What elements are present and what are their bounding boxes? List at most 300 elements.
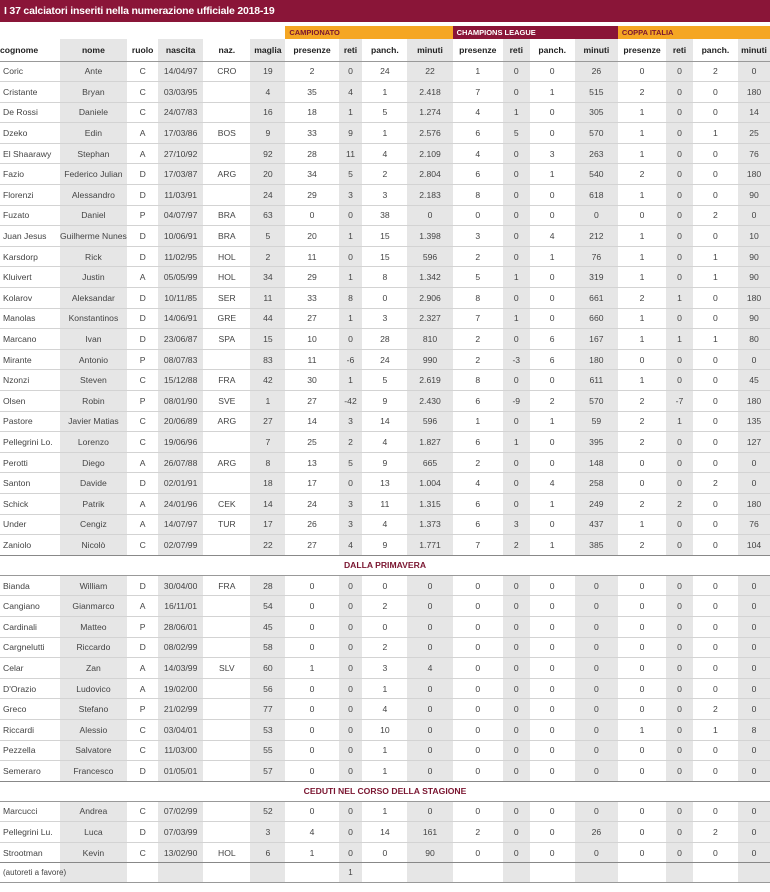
table-cell: A (127, 267, 158, 288)
table-cell: 1 (503, 432, 530, 453)
table-cell: 0 (453, 761, 503, 782)
table-cell: 2 (362, 637, 407, 658)
table-cell: A (127, 143, 158, 164)
table-cell: 0 (575, 205, 618, 226)
table-cell: 17/03/86 (158, 123, 203, 144)
table-row (0, 267, 770, 288)
table-cell: 0 (575, 575, 618, 596)
table-cell: 0 (339, 699, 363, 720)
table-cell: 0 (618, 452, 666, 473)
table-cell: Under (0, 514, 60, 535)
table-cell: 1 (339, 308, 363, 329)
table-cell: 0 (666, 822, 693, 843)
table-cell: Justin (60, 267, 128, 288)
table-cell: 1.398 (407, 226, 452, 247)
table-cell: 22 (407, 61, 452, 82)
table-cell (203, 82, 250, 103)
table-cell: 0 (693, 575, 738, 596)
table-cell: 0 (666, 596, 693, 617)
table-cell: 30/04/00 (158, 575, 203, 596)
table-cell: 27 (285, 308, 338, 329)
table-cell: 0 (530, 514, 575, 535)
table-cell: 4 (285, 822, 338, 843)
table-cell: 0 (339, 205, 363, 226)
table-cell: 0 (693, 308, 738, 329)
table-cell: 0 (618, 678, 666, 699)
table-cell: 8 (453, 370, 503, 391)
table-cell: SER (203, 288, 250, 309)
table-cell: 0 (362, 842, 407, 863)
table-cell: 1 (339, 226, 363, 247)
table-cell: 1.373 (407, 514, 452, 535)
table-row (0, 678, 770, 699)
table-cell: Gianmarco (60, 596, 128, 617)
table-cell: Fazio (0, 164, 60, 185)
table-cell: 0 (530, 205, 575, 226)
table-cell: 0 (693, 432, 738, 453)
table-cell: 0 (693, 637, 738, 658)
table-cell: 14/07/97 (158, 514, 203, 535)
table-cell: 13 (285, 452, 338, 473)
table-cell: Alessandro (60, 185, 128, 206)
table-cell: 0 (666, 514, 693, 535)
table-cell: 63 (250, 205, 285, 226)
table-cell: 0 (407, 761, 452, 782)
table-cell: Ludovico (60, 678, 128, 699)
table-row (0, 801, 770, 822)
table-cell: 14/06/91 (158, 308, 203, 329)
table-cell: A (127, 658, 158, 679)
table-row (0, 740, 770, 761)
table-cell: 0 (666, 842, 693, 863)
table-cell: 18 (285, 102, 338, 123)
section-header (0, 555, 770, 575)
table-cell: 29 (285, 185, 338, 206)
table-cell: 0 (738, 678, 770, 699)
table-cell: 26 (285, 514, 338, 535)
table-cell: 2 (618, 288, 666, 309)
table-row (0, 596, 770, 617)
table-cell: 90 (407, 842, 452, 863)
table-cell: SVE (203, 391, 250, 412)
table-cell: 2 (250, 246, 285, 267)
table-cell: Schick (0, 493, 60, 514)
table-cell: 0 (666, 740, 693, 761)
table-cell: 0 (693, 535, 738, 556)
table-cell: Kolarov (0, 288, 60, 309)
footnote-cell (618, 863, 666, 883)
table-cell: 0 (530, 699, 575, 720)
table-cell: 2 (618, 411, 666, 432)
table-row (0, 82, 770, 103)
table-cell: 0 (530, 801, 575, 822)
table-cell: 0 (575, 658, 618, 679)
table-cell: 1 (618, 226, 666, 247)
table-cell: 59 (575, 411, 618, 432)
table-cell: 7 (453, 308, 503, 329)
table-cell: 4 (407, 658, 452, 679)
table-cell: 9 (362, 452, 407, 473)
table-cell: 3 (362, 185, 407, 206)
column-header: minuti (407, 39, 452, 61)
table-cell: 0 (503, 61, 530, 82)
table-cell: D (127, 246, 158, 267)
table-cell: 5 (503, 123, 530, 144)
table-cell: 53 (250, 719, 285, 740)
table-cell: 6 (250, 842, 285, 863)
table-cell: 11 (362, 493, 407, 514)
table-cell: 0 (693, 678, 738, 699)
table-cell: 2 (693, 699, 738, 720)
table-cell: 0 (738, 842, 770, 863)
table-cell: A (127, 596, 158, 617)
table-cell: SPA (203, 329, 250, 350)
table-cell: 0 (339, 596, 363, 617)
footnote-cell (362, 863, 407, 883)
table-cell: 6 (453, 123, 503, 144)
table-cell: 0 (503, 164, 530, 185)
table-cell: 5 (250, 226, 285, 247)
table-cell: 45 (250, 616, 285, 637)
table-cell: 13/02/90 (158, 842, 203, 863)
table-cell: 0 (339, 678, 363, 699)
table-cell: FRA (203, 370, 250, 391)
table-cell: 3 (362, 658, 407, 679)
section-title: DALLA PRIMAVERA (0, 555, 770, 575)
table-cell: 05/05/99 (158, 267, 203, 288)
table-cell: 1 (618, 102, 666, 123)
table-cell: 3 (339, 411, 363, 432)
table-cell: 07/02/99 (158, 801, 203, 822)
table-cell: 0 (575, 699, 618, 720)
footnote-cell (250, 863, 285, 883)
table-cell: Fuzato (0, 205, 60, 226)
table-cell: -9 (503, 391, 530, 412)
table-cell: 3 (339, 185, 363, 206)
table-cell: 0 (666, 308, 693, 329)
table-cell: 0 (339, 329, 363, 350)
table-cell: Marcucci (0, 801, 60, 822)
table-cell: 0 (738, 596, 770, 617)
column-header: naz. (203, 39, 250, 61)
table-cell: Andrea (60, 801, 128, 822)
table-cell: A (127, 493, 158, 514)
table-cell: 28 (362, 329, 407, 350)
table-cell: 0 (738, 699, 770, 720)
table-cell: 0 (693, 493, 738, 514)
table-cell: 0 (285, 678, 338, 699)
table-cell: 1 (339, 102, 363, 123)
table-row (0, 102, 770, 123)
table-cell: 0 (503, 740, 530, 761)
table-cell: 14 (738, 102, 770, 123)
table-cell: 0 (339, 61, 363, 82)
table-cell: C (127, 842, 158, 863)
table-cell (203, 678, 250, 699)
table-cell: 1 (530, 535, 575, 556)
table-cell: 3 (453, 226, 503, 247)
table-cell: 0 (618, 699, 666, 720)
table-cell: 2.619 (407, 370, 452, 391)
table-cell: 60 (250, 658, 285, 679)
competition-coppa-italia: COPPA ITALIA (618, 26, 770, 39)
footnote-cell (693, 863, 738, 883)
table-cell: 0 (693, 596, 738, 617)
table-cell: 148 (575, 452, 618, 473)
table-cell: 0 (407, 616, 452, 637)
table-cell: C (127, 102, 158, 123)
table-cell: 0 (530, 61, 575, 82)
table-cell: 0 (407, 205, 452, 226)
table-cell: 385 (575, 535, 618, 556)
footnote-cell (575, 863, 618, 883)
table-cell: D (127, 226, 158, 247)
table-cell: 0 (530, 761, 575, 782)
table-cell: 0 (503, 575, 530, 596)
table-cell: 11 (285, 349, 338, 370)
table-cell: 0 (530, 267, 575, 288)
table-cell: Kevin (60, 842, 128, 863)
table-cell: 0 (503, 452, 530, 473)
table-cell: 2 (618, 493, 666, 514)
table-cell: 24/07/83 (158, 102, 203, 123)
table-cell: 9 (339, 123, 363, 144)
table-cell: 1 (666, 329, 693, 350)
table-cell: 0 (285, 637, 338, 658)
table-cell: 1 (250, 391, 285, 412)
table-cell: 0 (738, 61, 770, 82)
table-cell: 0 (618, 658, 666, 679)
table-cell: 26/07/88 (158, 452, 203, 473)
table-cell: 54 (250, 596, 285, 617)
table-cell: 0 (738, 801, 770, 822)
table-cell: 0 (339, 473, 363, 494)
table-cell: 56 (250, 678, 285, 699)
table-cell: 1 (503, 267, 530, 288)
table-cell: 0 (575, 616, 618, 637)
table-cell: 1 (693, 719, 738, 740)
table-cell: ARG (203, 452, 250, 473)
column-header: ruolo (127, 39, 158, 61)
table-cell: 0 (693, 288, 738, 309)
table-cell: 4 (453, 143, 503, 164)
table-cell: Nzonzi (0, 370, 60, 391)
table-cell: 11/02/95 (158, 246, 203, 267)
table-cell: 11 (250, 288, 285, 309)
table-row (0, 308, 770, 329)
table-cell: 0 (285, 575, 338, 596)
table-cell: 2.109 (407, 143, 452, 164)
table-cell: 0 (575, 761, 618, 782)
table-cell: 0 (285, 205, 338, 226)
table-cell: 30 (285, 370, 338, 391)
table-cell: 0 (339, 575, 363, 596)
table-cell: 76 (738, 514, 770, 535)
table-cell: Patrik (60, 493, 128, 514)
table-cell: 1.827 (407, 432, 452, 453)
table-cell: C (127, 82, 158, 103)
table-cell: 0 (618, 616, 666, 637)
table-cell: 2.418 (407, 82, 452, 103)
table-cell: 180 (738, 288, 770, 309)
table-cell: 180 (738, 82, 770, 103)
table-cell: 4 (362, 432, 407, 453)
table-cell: 7 (453, 82, 503, 103)
table-cell: 25 (285, 432, 338, 453)
table-cell: 0 (503, 801, 530, 822)
table-cell: HOL (203, 267, 250, 288)
table-cell: 0 (503, 822, 530, 843)
table-row (0, 411, 770, 432)
table-cell: 249 (575, 493, 618, 514)
table-cell: 77 (250, 699, 285, 720)
table-cell: 0 (530, 596, 575, 617)
column-header: reti (339, 39, 363, 61)
table-cell: 0 (285, 699, 338, 720)
table-cell: 4 (339, 82, 363, 103)
table-cell: 14/04/97 (158, 61, 203, 82)
table-cell: Pezzella (0, 740, 60, 761)
table-cell: 0 (453, 596, 503, 617)
table-cell: 0 (503, 246, 530, 267)
table-cell: 1 (339, 267, 363, 288)
table-cell: 19/02/00 (158, 678, 203, 699)
table-row (0, 637, 770, 658)
table-cell: Matteo (60, 616, 128, 637)
table-cell (203, 596, 250, 617)
table-cell: A (127, 514, 158, 535)
table-cell: 135 (738, 411, 770, 432)
table-cell: Cengiz (60, 514, 128, 535)
table-cell: 28 (250, 575, 285, 596)
footnote-row (0, 863, 770, 883)
table-cell: Olsen (0, 391, 60, 412)
table-cell: 9 (362, 391, 407, 412)
table-cell: 0 (503, 185, 530, 206)
table-cell: 661 (575, 288, 618, 309)
table-cell: Strootman (0, 842, 60, 863)
table-cell: P (127, 391, 158, 412)
table-cell: 0 (575, 801, 618, 822)
table-cell: 0 (738, 349, 770, 370)
column-header: cognome (0, 39, 60, 61)
table-cell: William (60, 575, 128, 596)
table-cell: 0 (339, 658, 363, 679)
table-cell: 20 (250, 164, 285, 185)
table-cell: CEK (203, 493, 250, 514)
table-cell: 26 (575, 61, 618, 82)
footnote-cell (127, 863, 158, 883)
column-header: minuti (738, 39, 770, 61)
table-cell: 0 (503, 699, 530, 720)
table-cell: 0 (618, 801, 666, 822)
table-cell: 1 (693, 123, 738, 144)
table-cell: 395 (575, 432, 618, 453)
table-cell: D (127, 185, 158, 206)
table-cell: Javier Matias (60, 411, 128, 432)
table-cell: 55 (250, 740, 285, 761)
table-cell: 33 (285, 123, 338, 144)
table-cell: 0 (407, 575, 452, 596)
table-cell: 0 (285, 596, 338, 617)
column-header: panch. (693, 39, 738, 61)
table-cell: 0 (503, 205, 530, 226)
table-cell: HOL (203, 842, 250, 863)
table-cell: Cristante (0, 82, 60, 103)
table-row (0, 575, 770, 596)
table-row (0, 452, 770, 473)
table-cell: 0 (666, 761, 693, 782)
table-cell: 0 (453, 740, 503, 761)
competition-champions-league: CHAMPIONS LEAGUE (453, 26, 618, 39)
table-cell: Stephan (60, 143, 128, 164)
table-cell (203, 473, 250, 494)
table-cell: 1 (503, 308, 530, 329)
table-cell: Riccardo (60, 637, 128, 658)
table-cell: 2 (503, 535, 530, 556)
table-cell: 1 (453, 61, 503, 82)
column-header: presenze (618, 39, 666, 61)
table-cell: 2 (618, 432, 666, 453)
table-cell: 21/02/99 (158, 699, 203, 720)
table-cell: 19 (250, 61, 285, 82)
table-cell: BRA (203, 226, 250, 247)
table-cell: D (127, 308, 158, 329)
table-cell: 3 (339, 493, 363, 514)
table-cell: 9 (250, 123, 285, 144)
table-cell: 4 (339, 535, 363, 556)
table-cell: 0 (575, 740, 618, 761)
table-cell: 0 (503, 288, 530, 309)
table-row (0, 123, 770, 144)
column-header: nascita (158, 39, 203, 61)
table-cell: 180 (738, 493, 770, 514)
table-cell: 3 (339, 514, 363, 535)
table-cell: 570 (575, 123, 618, 144)
table-cell: 0 (530, 102, 575, 123)
table-cell: Mirante (0, 349, 60, 370)
table-cell: 0 (618, 61, 666, 82)
table-cell: 0 (738, 740, 770, 761)
table-cell: P (127, 205, 158, 226)
table-cell: El Shaarawy (0, 143, 60, 164)
table-cell (203, 143, 250, 164)
table-cell: 2 (618, 164, 666, 185)
table-cell: 17 (250, 514, 285, 535)
table-cell: 2 (453, 452, 503, 473)
table-cell: 0 (738, 658, 770, 679)
table-cell: 0 (693, 226, 738, 247)
table-cell: Santon (0, 473, 60, 494)
table-cell: 0 (575, 637, 618, 658)
table-cell: 0 (738, 205, 770, 226)
table-cell: 16 (250, 102, 285, 123)
table-cell: 0 (618, 822, 666, 843)
table-cell: 1.342 (407, 267, 452, 288)
column-header: maglia (250, 39, 285, 61)
table-cell: 0 (285, 761, 338, 782)
table-cell: 4 (453, 473, 503, 494)
table-cell: 0 (453, 637, 503, 658)
table-cell: 10/11/85 (158, 288, 203, 309)
table-cell: 0 (407, 637, 452, 658)
table-row (0, 761, 770, 782)
table-cell: 16/11/01 (158, 596, 203, 617)
table-cell: 0 (738, 452, 770, 473)
table-cell: 11 (339, 143, 363, 164)
table-cell: 0 (339, 637, 363, 658)
table-cell: C (127, 370, 158, 391)
